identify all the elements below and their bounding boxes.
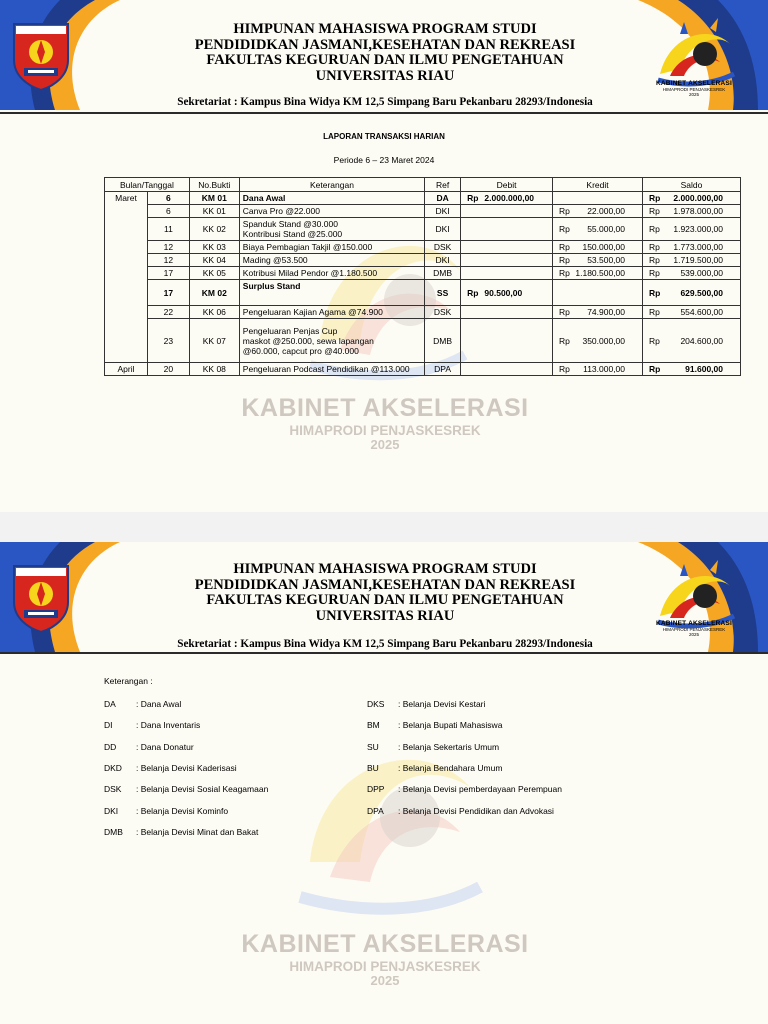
currency-label: Rp bbox=[649, 224, 660, 234]
cell-ref: DSK bbox=[425, 306, 461, 319]
currency-label: Rp bbox=[649, 307, 660, 317]
table-row bbox=[105, 254, 741, 267]
cell-date: 12 bbox=[147, 254, 189, 267]
legend-description: : Dana Donatur bbox=[136, 741, 194, 752]
currency-label: Rp bbox=[649, 193, 661, 203]
cell-ref: DMB bbox=[425, 267, 461, 280]
legend-description: : Belanja Devisi Kestari bbox=[398, 699, 486, 709]
amount-value: 2.000.000,00 bbox=[484, 193, 535, 203]
cell-month bbox=[105, 319, 148, 363]
legend-description: : Belanja Sekertaris Umum bbox=[398, 741, 500, 752]
cell-date: 17 bbox=[147, 267, 189, 280]
amount-value: 554.600,00 bbox=[680, 307, 723, 317]
cell-date: 12 bbox=[147, 241, 189, 254]
watermark-line3: 2025 bbox=[370, 437, 400, 452]
brand-subtitle: HIMAPRODI PENJASKESREK bbox=[662, 627, 726, 632]
table-row bbox=[105, 267, 741, 280]
cell-ref: DKI bbox=[425, 218, 461, 241]
organization-name bbox=[150, 22, 620, 84]
column-header: Keterangan bbox=[239, 178, 424, 192]
watermark-line1: KABINET AKSELERASI bbox=[241, 930, 529, 958]
cell-ref: SS bbox=[425, 280, 461, 306]
legend-heading: Keterangan : bbox=[104, 676, 153, 686]
watermark-line1: KABINET AKSELERASI bbox=[241, 394, 529, 422]
column-header: Saldo bbox=[643, 178, 741, 192]
report-period: Periode 6 – 23 Maret 2024 bbox=[333, 155, 435, 165]
cell-no: KK 01 bbox=[189, 205, 239, 218]
cell-month bbox=[105, 205, 148, 218]
organization-name bbox=[150, 562, 620, 624]
currency-label: Rp bbox=[559, 206, 570, 216]
org-line: HIMPUNAN MAHASISWA PROGRAM STUDI bbox=[233, 561, 537, 577]
watermark-text bbox=[230, 930, 540, 988]
column-header: Debit bbox=[461, 178, 553, 192]
legend-description: : Belanja Devisi pemberdayaan Perempuan bbox=[398, 784, 562, 795]
cell-desc: Spanduk Stand @30.000 Kontribusi Stand @25.000 bbox=[239, 218, 424, 241]
column-header: Bulan/Tanggal bbox=[105, 178, 190, 192]
cell-no: KK 02 bbox=[189, 218, 239, 241]
table-row bbox=[105, 280, 741, 306]
legend-description: : Belanja Devisi Sosial Keagamaan bbox=[136, 784, 269, 795]
table-header-row bbox=[105, 178, 741, 192]
amount-value: 91.600,00 bbox=[685, 364, 723, 374]
amount-value: 539.000,00 bbox=[680, 268, 723, 278]
legend-code: BM bbox=[367, 720, 380, 731]
university-logo-icon bbox=[10, 558, 72, 632]
letterhead bbox=[0, 542, 768, 654]
cell-no: KK 05 bbox=[189, 267, 239, 280]
amount-value: 629.500,00 bbox=[680, 287, 723, 298]
cell-date: 11 bbox=[147, 218, 189, 241]
legend-code: SU bbox=[367, 741, 379, 752]
table-row bbox=[105, 218, 741, 241]
amount-value: 113.000,00 bbox=[583, 364, 626, 374]
legend-description: : Belanja Devisi Minat dan Bakat bbox=[136, 826, 259, 837]
legend-code: DKD bbox=[104, 762, 122, 773]
legend-code: DMB bbox=[104, 826, 123, 837]
cell-month bbox=[105, 306, 148, 319]
org-line: PENDIDIDKAN JASMANI,KESEHATAN DAN REKREASI bbox=[194, 576, 576, 593]
amount-value: 1.773.000,00 bbox=[673, 242, 723, 252]
org-line: FAKULTAS KEGURUAN DAN ILMU PENGETAHUAN bbox=[206, 592, 564, 608]
legend-code: DPA bbox=[367, 805, 384, 816]
watermark-line2: HIMAPRODI PENJASKESREK bbox=[289, 959, 481, 974]
cell-desc: Pengeluaran Podcast Pendidikan @113.000 bbox=[239, 363, 424, 376]
university-logo-icon bbox=[10, 16, 72, 90]
org-line: UNIVERSITAS RIAU bbox=[315, 67, 455, 84]
legend-code: DA bbox=[104, 699, 116, 709]
cell-date: 20 bbox=[147, 363, 189, 376]
table-row bbox=[105, 319, 741, 363]
currency-label: Rp bbox=[649, 242, 660, 252]
brand-title: KABINET AKSELERASI bbox=[656, 80, 732, 87]
currency-label: Rp bbox=[559, 335, 570, 346]
cell-desc: Biaya Pembagian Takjil @150.000 bbox=[239, 241, 424, 254]
currency-label: Rp bbox=[559, 224, 570, 234]
cell-ref: DKI bbox=[425, 254, 461, 267]
report-title: LAPORAN TRANSAKSI HARIAN bbox=[323, 132, 445, 141]
legend-description: : Belanja Devisi Kominfo bbox=[136, 805, 229, 816]
brand-year: 2025 bbox=[688, 632, 699, 637]
cell-date: 22 bbox=[147, 306, 189, 319]
column-header: No.Bukti bbox=[189, 178, 239, 192]
legend-description: : Belanja Bupati Mahasiswa bbox=[398, 720, 503, 731]
column-header: Kredit bbox=[553, 178, 643, 192]
watermark-line2: HIMAPRODI PENJASKESREK bbox=[289, 423, 481, 438]
address-line: Sekretariat : Kampus Bina Widya KM 12,5 Simpang Baru Pekanbaru 28293/Indonesia bbox=[177, 96, 593, 108]
currency-label: Rp bbox=[649, 255, 660, 265]
amount-value: 53.500,00 bbox=[587, 255, 626, 265]
legend-code: DKS bbox=[367, 699, 385, 709]
currency-label: Rp bbox=[649, 268, 660, 278]
currency-label: Rp bbox=[559, 364, 570, 374]
table-row bbox=[105, 241, 741, 254]
legend-code: DSK bbox=[104, 784, 122, 795]
currency-label: Rp bbox=[649, 335, 660, 346]
amount-value: 350.000,00 bbox=[582, 335, 626, 346]
cell-desc: Surplus Stand bbox=[239, 280, 424, 306]
currency-label: Rp bbox=[559, 307, 570, 317]
cell-desc: Pengeluaran Kajian Agama @74.900 bbox=[239, 306, 424, 319]
org-line: UNIVERSITAS RIAU bbox=[315, 607, 455, 624]
cell-ref: DSK bbox=[425, 241, 461, 254]
brand-caption bbox=[654, 620, 734, 637]
currency-label: Rp bbox=[649, 364, 661, 374]
currency-label: Rp bbox=[559, 268, 570, 278]
cell-desc: Canva Pro @22.000 bbox=[239, 205, 424, 218]
legend-description: : Dana Awal bbox=[136, 699, 182, 709]
cell-ref: DPA bbox=[425, 363, 461, 376]
cell-month bbox=[105, 280, 148, 306]
transaction-table bbox=[104, 177, 741, 376]
cell-date: 23 bbox=[147, 319, 189, 363]
amount-value: 55.000,00 bbox=[587, 224, 626, 234]
legend-code: DKI bbox=[104, 805, 119, 816]
cell-ref: DA bbox=[425, 192, 461, 205]
cell-no: KK 06 bbox=[189, 306, 239, 319]
cell-no: KK 04 bbox=[189, 254, 239, 267]
currency-label: Rp bbox=[649, 287, 661, 298]
amount-value: 2.000.000,00 bbox=[673, 193, 723, 203]
cell-month: April bbox=[105, 363, 148, 376]
cell-desc: Kotribusi Milad Pendor @1.180.500 bbox=[239, 267, 424, 280]
legend-code: DI bbox=[104, 720, 113, 731]
cell-desc: Dana Awal bbox=[239, 192, 424, 205]
currency-label: Rp bbox=[467, 193, 479, 203]
table-row bbox=[105, 363, 741, 376]
cell-no: KM 02 bbox=[189, 280, 239, 306]
cell-desc: Mading @53.500 bbox=[239, 254, 424, 267]
org-line: PENDIDIDKAN JASMANI,KESEHATAN DAN REKREASI bbox=[194, 36, 576, 53]
amount-value: 150.000,00 bbox=[582, 242, 626, 252]
legend-description: : Belanja Devisi Kaderisasi bbox=[136, 762, 237, 773]
table-row bbox=[105, 205, 741, 218]
brand-year: 2025 bbox=[688, 92, 699, 97]
header-divider bbox=[0, 652, 768, 654]
legend-page bbox=[0, 542, 768, 1024]
brand-title: KABINET AKSELERASI bbox=[656, 620, 732, 627]
cell-no: KK 08 bbox=[189, 363, 239, 376]
amount-value: 1.978.000,00 bbox=[673, 206, 723, 216]
cell-ref: DKI bbox=[425, 205, 461, 218]
cell-no: KK 03 bbox=[189, 241, 239, 254]
amount-value: 1.923.000,00 bbox=[673, 224, 723, 234]
org-line: FAKULTAS KEGURUAN DAN ILMU PENGETAHUAN bbox=[206, 52, 564, 68]
letterhead bbox=[0, 0, 768, 114]
amount-value: 90.500,00 bbox=[484, 287, 523, 298]
currency-label: Rp bbox=[559, 255, 570, 265]
cell-no: KK 07 bbox=[189, 319, 239, 363]
org-line: HIMPUNAN MAHASISWA PROGRAM STUDI bbox=[233, 21, 537, 37]
header-divider bbox=[0, 112, 768, 114]
brand-subtitle: HIMAPRODI PENJASKESREK bbox=[662, 87, 726, 92]
currency-label: Rp bbox=[467, 287, 479, 298]
legend-description: : Belanja Bendahara Umum bbox=[398, 762, 503, 773]
cell-no: KM 01 bbox=[189, 192, 239, 205]
amount-value: 1.180.500,00 bbox=[575, 268, 626, 278]
currency-label: Rp bbox=[649, 206, 660, 216]
watermark-text bbox=[230, 394, 540, 452]
cell-month bbox=[105, 254, 148, 267]
cell-ref: DMB bbox=[425, 319, 461, 363]
cell-date: 6 bbox=[147, 205, 189, 218]
brand-caption bbox=[654, 80, 734, 97]
address-line: Sekretariat : Kampus Bina Widya KM 12,5 Simpang Baru Pekanbaru 28293/Indonesia bbox=[177, 638, 593, 650]
watermark-line3: 2025 bbox=[370, 973, 400, 988]
legend-description: : Dana Inventaris bbox=[136, 720, 201, 731]
legend-code: DPP bbox=[367, 784, 385, 795]
table-row bbox=[105, 306, 741, 319]
amount-value: 1.719.500,00 bbox=[673, 255, 723, 265]
cell-date: 17 bbox=[147, 280, 189, 306]
amount-value: 74.900,00 bbox=[587, 307, 626, 317]
cell-month bbox=[105, 241, 148, 254]
cell-month bbox=[105, 267, 148, 280]
column-header: Ref bbox=[425, 178, 461, 192]
currency-label: Rp bbox=[559, 242, 570, 252]
amount-value: 22.000,00 bbox=[587, 206, 626, 216]
cell-desc: Pengeluaran Penjas Cup maskot @250.000, sewa lapangan @60.000, capcut pro @40.000 bbox=[239, 319, 424, 363]
legend-code: BU bbox=[367, 762, 379, 773]
legend-code: DD bbox=[104, 741, 117, 752]
cell-month: Maret bbox=[105, 192, 148, 205]
cell-month bbox=[105, 218, 148, 241]
amount-value: 204.600,00 bbox=[680, 335, 723, 346]
cell-date: 6 bbox=[147, 192, 189, 205]
table-row bbox=[105, 192, 741, 205]
legend-description: : Belanja Devisi Pendidikan dan Advokasi bbox=[398, 805, 554, 816]
